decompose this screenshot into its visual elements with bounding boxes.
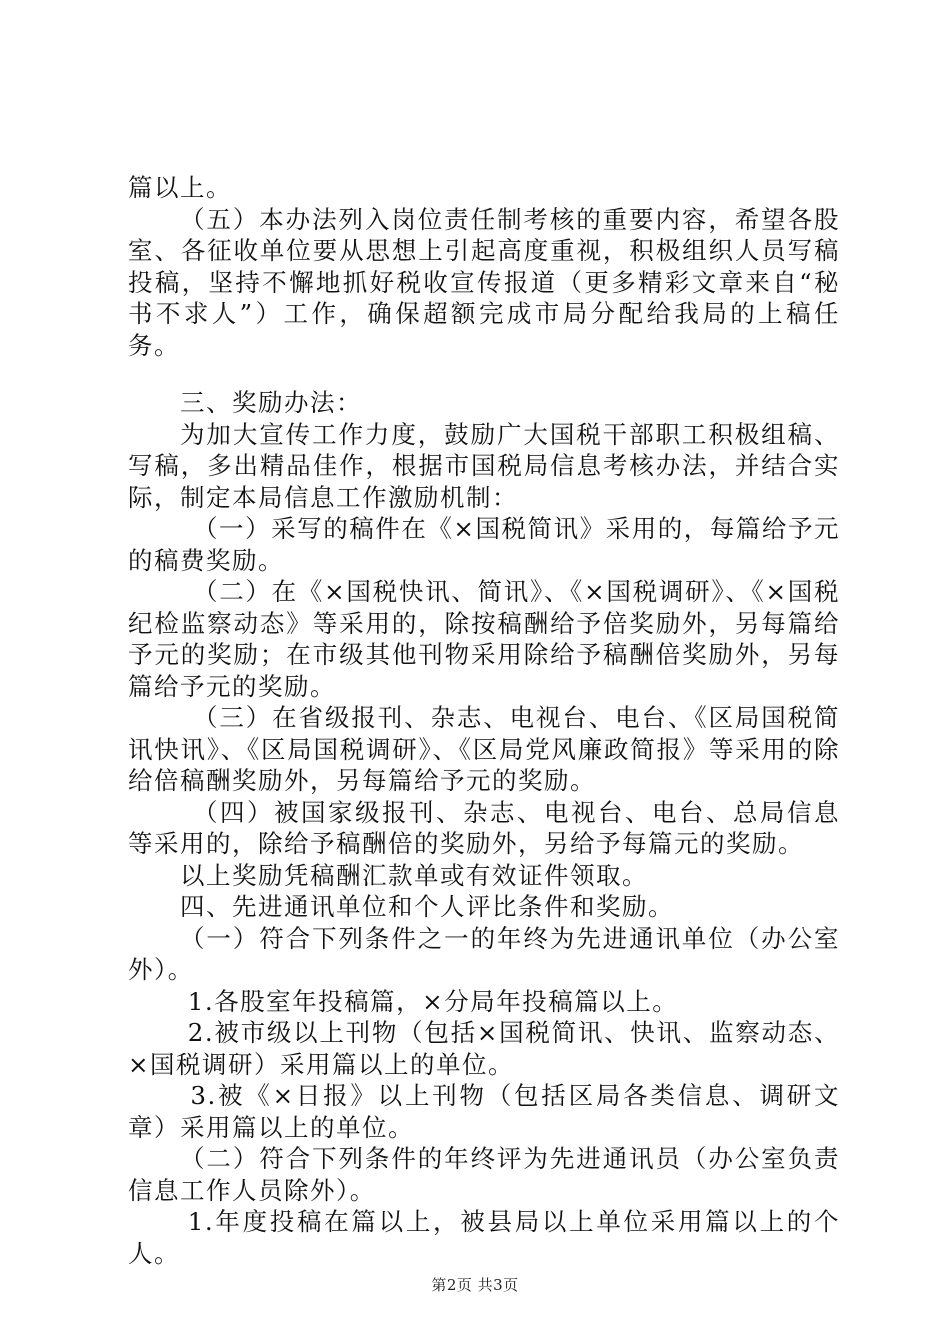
- paragraph: 以上奖励凭稿酬汇款单或有效证件领取。: [180, 860, 648, 890]
- paragraph: 四、先进通讯单位和个人评比条件和奖励。: [180, 892, 674, 921]
- paragraph: （一）采写的稿件在《×国税简讯》采用的，每篇给予元的稿费奖励。: [128, 514, 840, 575]
- paragraph: 三、奖励办法：: [180, 388, 362, 417]
- paragraph: （三）在省级报刊、杂志、电视台、电台、《区局国税简讯快讯》、《区局国税调研》、《区局党风廉政简报》等采用的除给倍稿酬奖励外，另每篇给予元的奖励。: [128, 703, 840, 795]
- paragraph: 1.各股室年投稿篇，×分局年投稿篇以上。: [187, 986, 679, 1016]
- blank-line: [128, 361, 840, 387]
- paragraph: 篇以上。: [128, 173, 232, 202]
- paragraph: 2.被市级以上刊物（包括×国税简讯、快讯、监察动态、×国税调研）采用篇以上的单位。: [128, 1018, 840, 1079]
- paragraph: 3.被《×日报》以上刊物（包括区局各类信息、调研文章）采用篇以上的单位。: [128, 1081, 840, 1142]
- paragraph: （二）符合下列条件的年终评为先进通讯员（办公室负责信息工作人员除外）。: [128, 1144, 840, 1205]
- paragraph: 1.年度投稿在篇以上，被县局以上单位采用篇以上的个人。: [128, 1207, 840, 1268]
- paragraph: （二）在《×国税快讯、简讯》、《×国税调研》、《×国税纪检监察动态》等采用的，除按稿酬给予倍奖励外，另每篇给予元的奖励；在市级其他刊物采用除给予稿酬倍奖励外，另每篇给予元的奖励。: [128, 577, 840, 701]
- paragraph: 为加大宣传工作力度，鼓励广大国税干部职工积极组稿、写稿，多出精品佳作，根据市国税局信息考核办法，并结合实际，制定本局信息工作激励机制：: [128, 419, 840, 512]
- paragraph: （五）本办法列入岗位责任制考核的重要内容，希望各股室、各征收单位要从思想上引起高度重视，积极组织人员写稿投稿，坚持不懈地抓好税收宣传报道（更多精彩文章来自“秘书不求人”）工作，确保超额完成市局分配给我局的上稿任务。: [128, 204, 840, 360]
- document-body: [128, 172, 840, 1269]
- paragraph: （四）被国家级报刊、杂志、电视台、电台、总局信息等采用的，除给予稿酬倍的奖励外，另给予每篇元的奖励。: [128, 797, 840, 858]
- page-footer: 第2页 共3页: [431, 1276, 519, 1294]
- paragraph: （一）符合下列条件之一的年终为先进通讯单位（办公室外）。: [128, 923, 840, 984]
